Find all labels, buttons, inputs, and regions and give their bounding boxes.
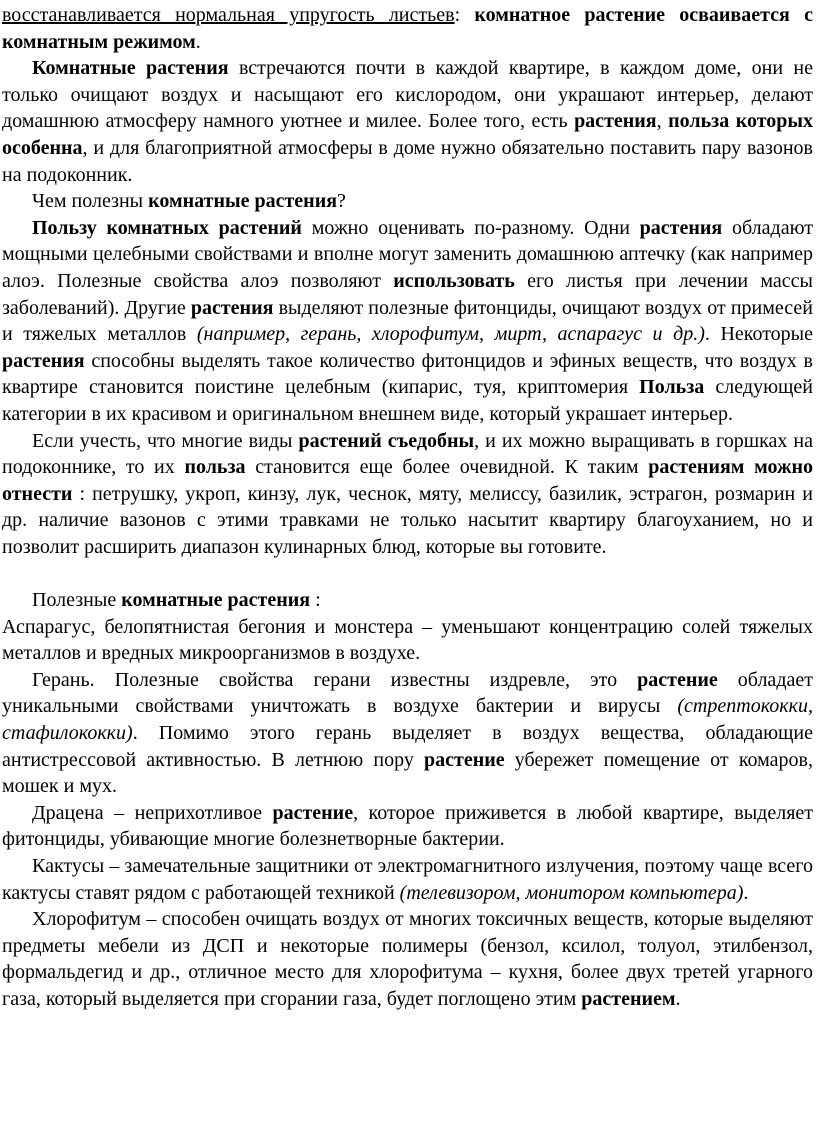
text-run: . Некоторые [704,323,813,346]
text-run: . [675,987,681,1010]
text-run: : [454,4,475,26]
text-run: . Помимо этого герань выделяет в воздух вещества, обладающие антистрессовой активностью. В летнюю пору [2,722,813,771]
bold-text: Пользу комнатных растений [32,216,302,239]
paragraph-3 [2,188,813,215]
text-run: . [743,881,749,904]
text-run: следующей категории в их красивом и оригинальном внешнем виде, который украшает интерьер. [2,376,813,425]
paragraph-8 [2,667,813,800]
paragraph-7 [2,614,813,667]
text-run: способны выделять такое количество фитонцидов и эфиных веществ, что воздух в квартире становится поистине целебным (кипарис, туя, криптомерия [2,349,813,399]
paragraph-5 [2,428,813,561]
paragraph-9 [2,800,813,853]
text-run: Герань. Полезные свойства герани известны издревле, это [32,668,638,691]
text-run: выделяют полезные фитонциды, очищают воздух от примесей и тяжелых металлов [2,296,813,346]
bold-text: растения [2,349,85,372]
bold-text: комнатные растения [148,190,338,213]
bold-text: растение [424,748,505,771]
bold-text: растения [639,216,723,239]
blank-line [2,560,813,587]
text-run: , и для благоприятной атмосферы в доме нужно обязательно поставить пару вазонов на подоконник. [2,136,813,186]
paragraph-11 [2,906,813,1012]
text-run: Хлорофитум – способен очищать воздух от многих токсичных веществ, которые выделяют предметы мебели из ДСП и некоторые полимеры (бензол, ксилол, толуол, этилбензол, формальдегид и др., отличное место для хлорофитума – кухня, более двух третей угарного газа, который выделяется при сгорании газа, будет поглощено этим [2,908,813,1010]
text-run: Полезные [32,589,122,612]
text-run: : петрушку, укроп, кинзу, лук, чеснок, мяту, мелиссу, базилик, эстрагон, розмарин и др. наличие вазонов с этими травками не только насытит квартиру благоуханием, но и позволит расширить диапазон кулинарных блюд, которые вы готовите. [2,482,813,558]
paragraph-6 [2,587,813,614]
text-run: , и их можно выращивать в горшках на подоконнике, то их [2,429,813,479]
bold-text: польза которых особенна [2,110,813,159]
text-run: Аспарагус, белопятнистая бегония и монстера – уменьшают концентрацию солей тяжелых металлов и вредных микроорганизмов в воздухе. [2,615,813,665]
bold-text: Комнатные растения [32,57,229,80]
text-run: Если учесть, что многие виды [32,429,299,452]
bold-text: использовать [393,269,515,292]
text-run: его листья при лечении массы заболеваний). Другие [2,269,813,319]
bold-text: Польза [639,376,705,399]
text-run: , которое приживется в любой квартире, выделяет фитонциды, убивающие многие болезнетворные бактерии. [2,801,814,851]
paragraph-1 [2,2,813,55]
underlined-text: восстанавливается нормальная упругость листьев [2,4,455,26]
bold-text: растениям можно отнести [2,456,813,505]
text-run: встречаются почти в каждой квартире, в каждом доме, они не только очищают воздух и насыщают его кислородом, они украшают интерьер, делают домашнюю атмосферу намного уютнее и милее. Более того, есть [2,57,813,133]
bold-text: польза [184,456,246,479]
paragraph-2 [2,55,813,188]
text-run: можно оценивать по-разному. Одни [301,216,640,239]
text-run: Чем полезны [32,190,149,213]
text-run: обладают мощными целебными свойствами и вполне могут заменить домашнюю аптечку (как например алоэ. Полезные свойства алоэ позволяют [2,216,813,292]
bold-text: растением [581,987,676,1010]
italic-text: (например, герань, хлорофитум, мирт, аспарагус и др.) [196,323,705,346]
bold-text: растения [190,296,274,319]
bold-text: комнатные растения [121,589,311,612]
text-run: . [195,30,201,53]
text-run: Кактусы – замечательные защитники от электромагнитного излучения, поэтому чаще всего кактусы ставят рядом с работающей техникой [2,855,813,904]
italic-text: (телевизором, монитором компьютера) [399,881,744,904]
text-run: ? [337,190,346,213]
bold-text: растение [637,668,718,691]
italic-text: (стрептококки, стафилококки) [2,695,813,745]
text-run: : [310,589,321,612]
bold-text: растений съедобны [298,429,475,452]
bold-text: комнатное растение осваивается с комнатным режимом [2,4,813,53]
text-run: Драцена – неприхотливое [32,801,273,824]
text-run: обладает уникальными свойствами уничтожать в воздухе бактерии и вирусы [2,668,813,718]
paragraph-4 [2,215,813,428]
text-run: , [656,110,669,133]
bold-text: растения [574,110,657,133]
bold-text: растение [272,801,354,824]
paragraph-10 [2,853,813,906]
text-run: становится еще более очевидной. К таким [245,456,649,479]
text-run: убережет помещение от комаров, мошек и мух. [2,748,813,798]
